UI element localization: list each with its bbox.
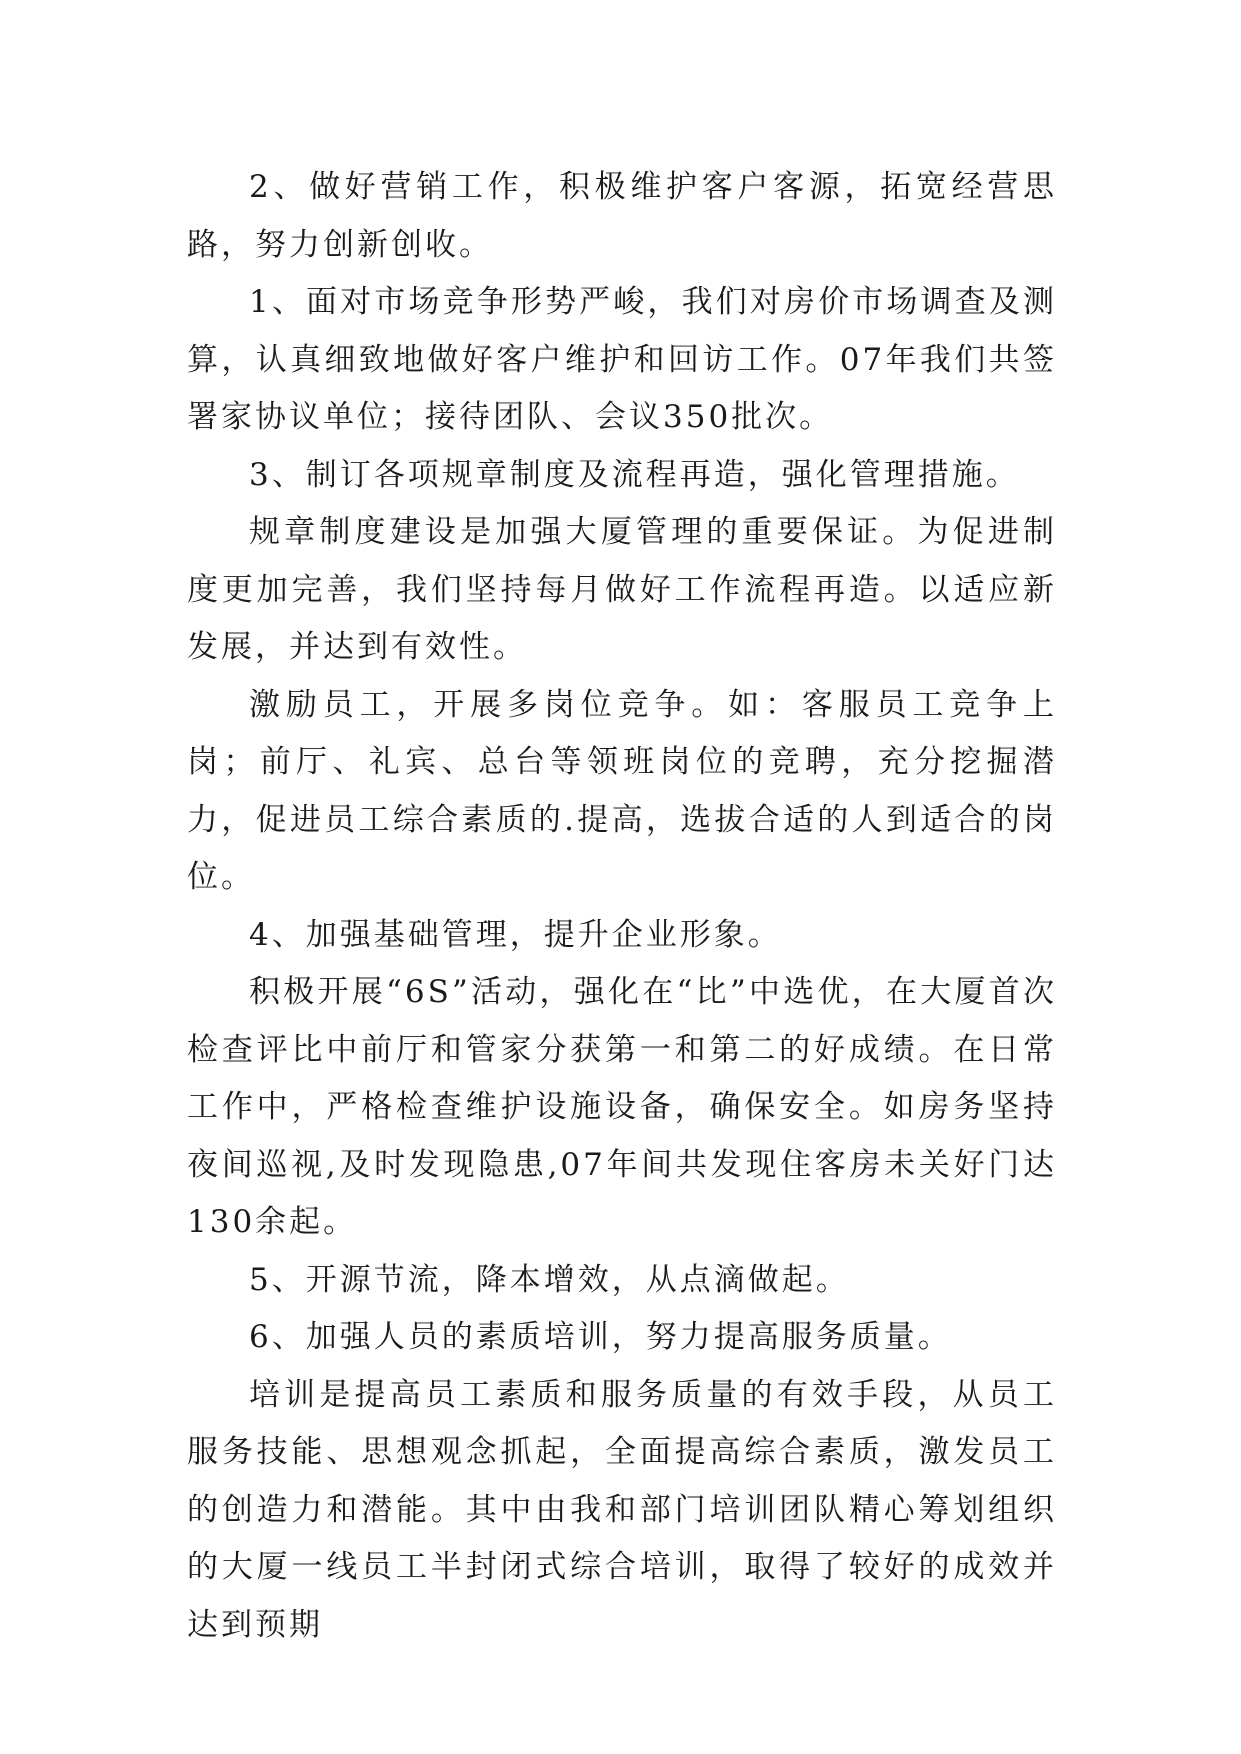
paragraph-cost-saving-heading: 5、开源节流，降本增效，从点滴做起。 bbox=[249, 1261, 850, 1298]
paragraph-basic-management-heading: 4、加强基础管理，提升企业形象。 bbox=[249, 916, 782, 953]
paragraph-market-survey: 1、面对市场竞争形势严峻，我们对房价市场调查及测算，认真细致地做好客户维护和回访工作。07年我们共签署家协议单位；接待团队、会议350批次。 bbox=[187, 284, 1057, 435]
paragraph-training-heading: 6、加强人员的素质培训，努力提高服务质量。 bbox=[249, 1319, 952, 1355]
paragraph-rules-detail: 规章制度建设是加强大厦管理的重要保证。为促进制度更加完善，我们坚持每月做好工作流程再造。以适应新发展，并达到有效性。 bbox=[187, 514, 1057, 665]
paragraph-staff-incentive: 激励员工，开展多岗位竞争。如：客服员工竞争上岗；前厅、礼宾、总台等领班岗位的竞聘，充分挖掘潜力，促进员工综合素质的.提高，选拔合适的人到适合的岗位。 bbox=[187, 686, 1057, 895]
paragraph-training-detail: 培训是提高员工素质和服务质量的有效手段，从员工服务技能、思想观念抓起，全面提高综合素质，激发员工的创造力和潜能。其中由我和部门培训团队精心筹划组织的大厦一线员工半封闭式综合培训，取得了较好的成效并达到预期 bbox=[187, 1376, 1057, 1643]
paragraph-rules-heading: 3、制订各项规章制度及流程再造，强化管理措施。 bbox=[249, 456, 1020, 493]
paragraph-6s-activity: 积极开展“6S”活动，强化在“比”中选优，在大厦首次检查评比中前厅和管家分获第一和第二的好成绩。在日常工作中，严格检查维护设施设备，确保安全。如房务坚持夜间巡视,及时发现隐患,07年间共发现住客房未关好门达130余起。 bbox=[187, 974, 1057, 1240]
paragraph-marketing-heading: 2、做好营销工作，积极维护客户客源，拓宽经营思路，努力创新创收。 bbox=[187, 169, 1057, 263]
document-body bbox=[187, 159, 1057, 1654]
